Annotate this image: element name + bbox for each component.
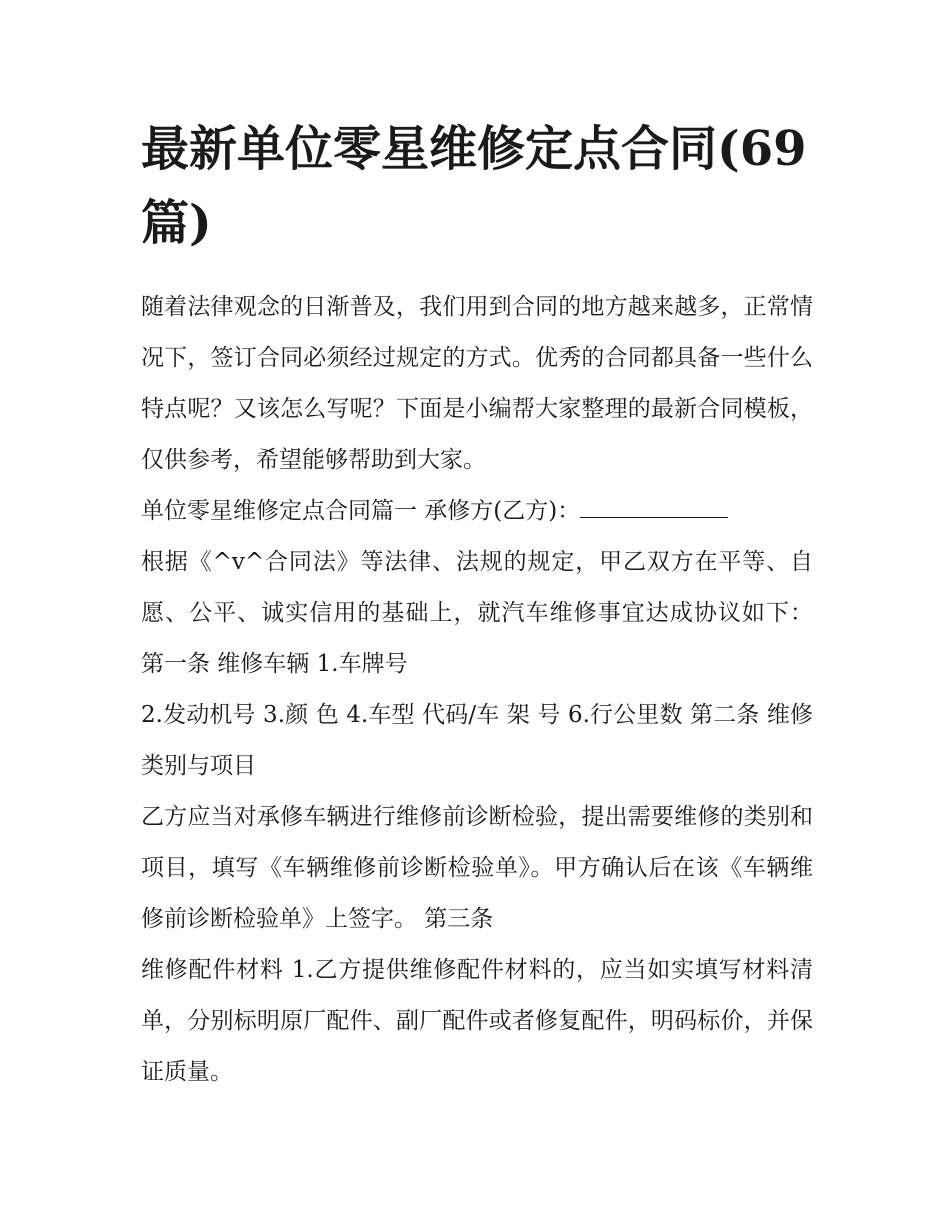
contract-heading-text: 单位零星维修定点合同篇一 承修方(乙方)：	[141, 498, 581, 524]
clause-one-paragraph: 根据《^v^合同法》等法律、法规的规定，甲乙双方在平等、自愿、公平、诚实信用的基础上，就汽车维修事宜达成协议如下： 第一条 维修车辆 1.车牌号	[141, 549, 813, 677]
document-title: 最新单位零星维修定点合同(69篇)	[141, 121, 807, 251]
contract-heading-paragraph	[141, 486, 813, 537]
clause-three-paragraph: 维修配件材料 1.乙方提供维修配件材料的，应当如实填写材料清单，分别标明原厂配件、副厂配件或者修复配件，明码标价，并保证质量。	[141, 957, 813, 1085]
intro-paragraph: 随着法律观念的日渐普及，我们用到合同的地方越来越多，正常情况下，签订合同必须经过规定的方式。优秀的合同都具备一些什么特点呢？又该怎么写呢？下面是小编帮大家整理的最新合同模板，仅供参考，希望能够帮助到大家。	[141, 294, 813, 473]
document-page	[141, 112, 813, 1098]
fill-in-blank	[580, 489, 728, 518]
clause-two-paragraph: 乙方应当对承修车辆进行维修前诊断检验，提出需要维修的类别和项目，填写《车辆维修前诊断检验单》。甲方确认后在该《车辆维修前诊断检验单》上签字。 第三条	[141, 804, 813, 932]
vehicle-info-paragraph: 2.发动机号 3.颜 色 4.车型 代码/车 架 号 6.行公里数 第二条 维修类别与项目	[141, 702, 813, 779]
